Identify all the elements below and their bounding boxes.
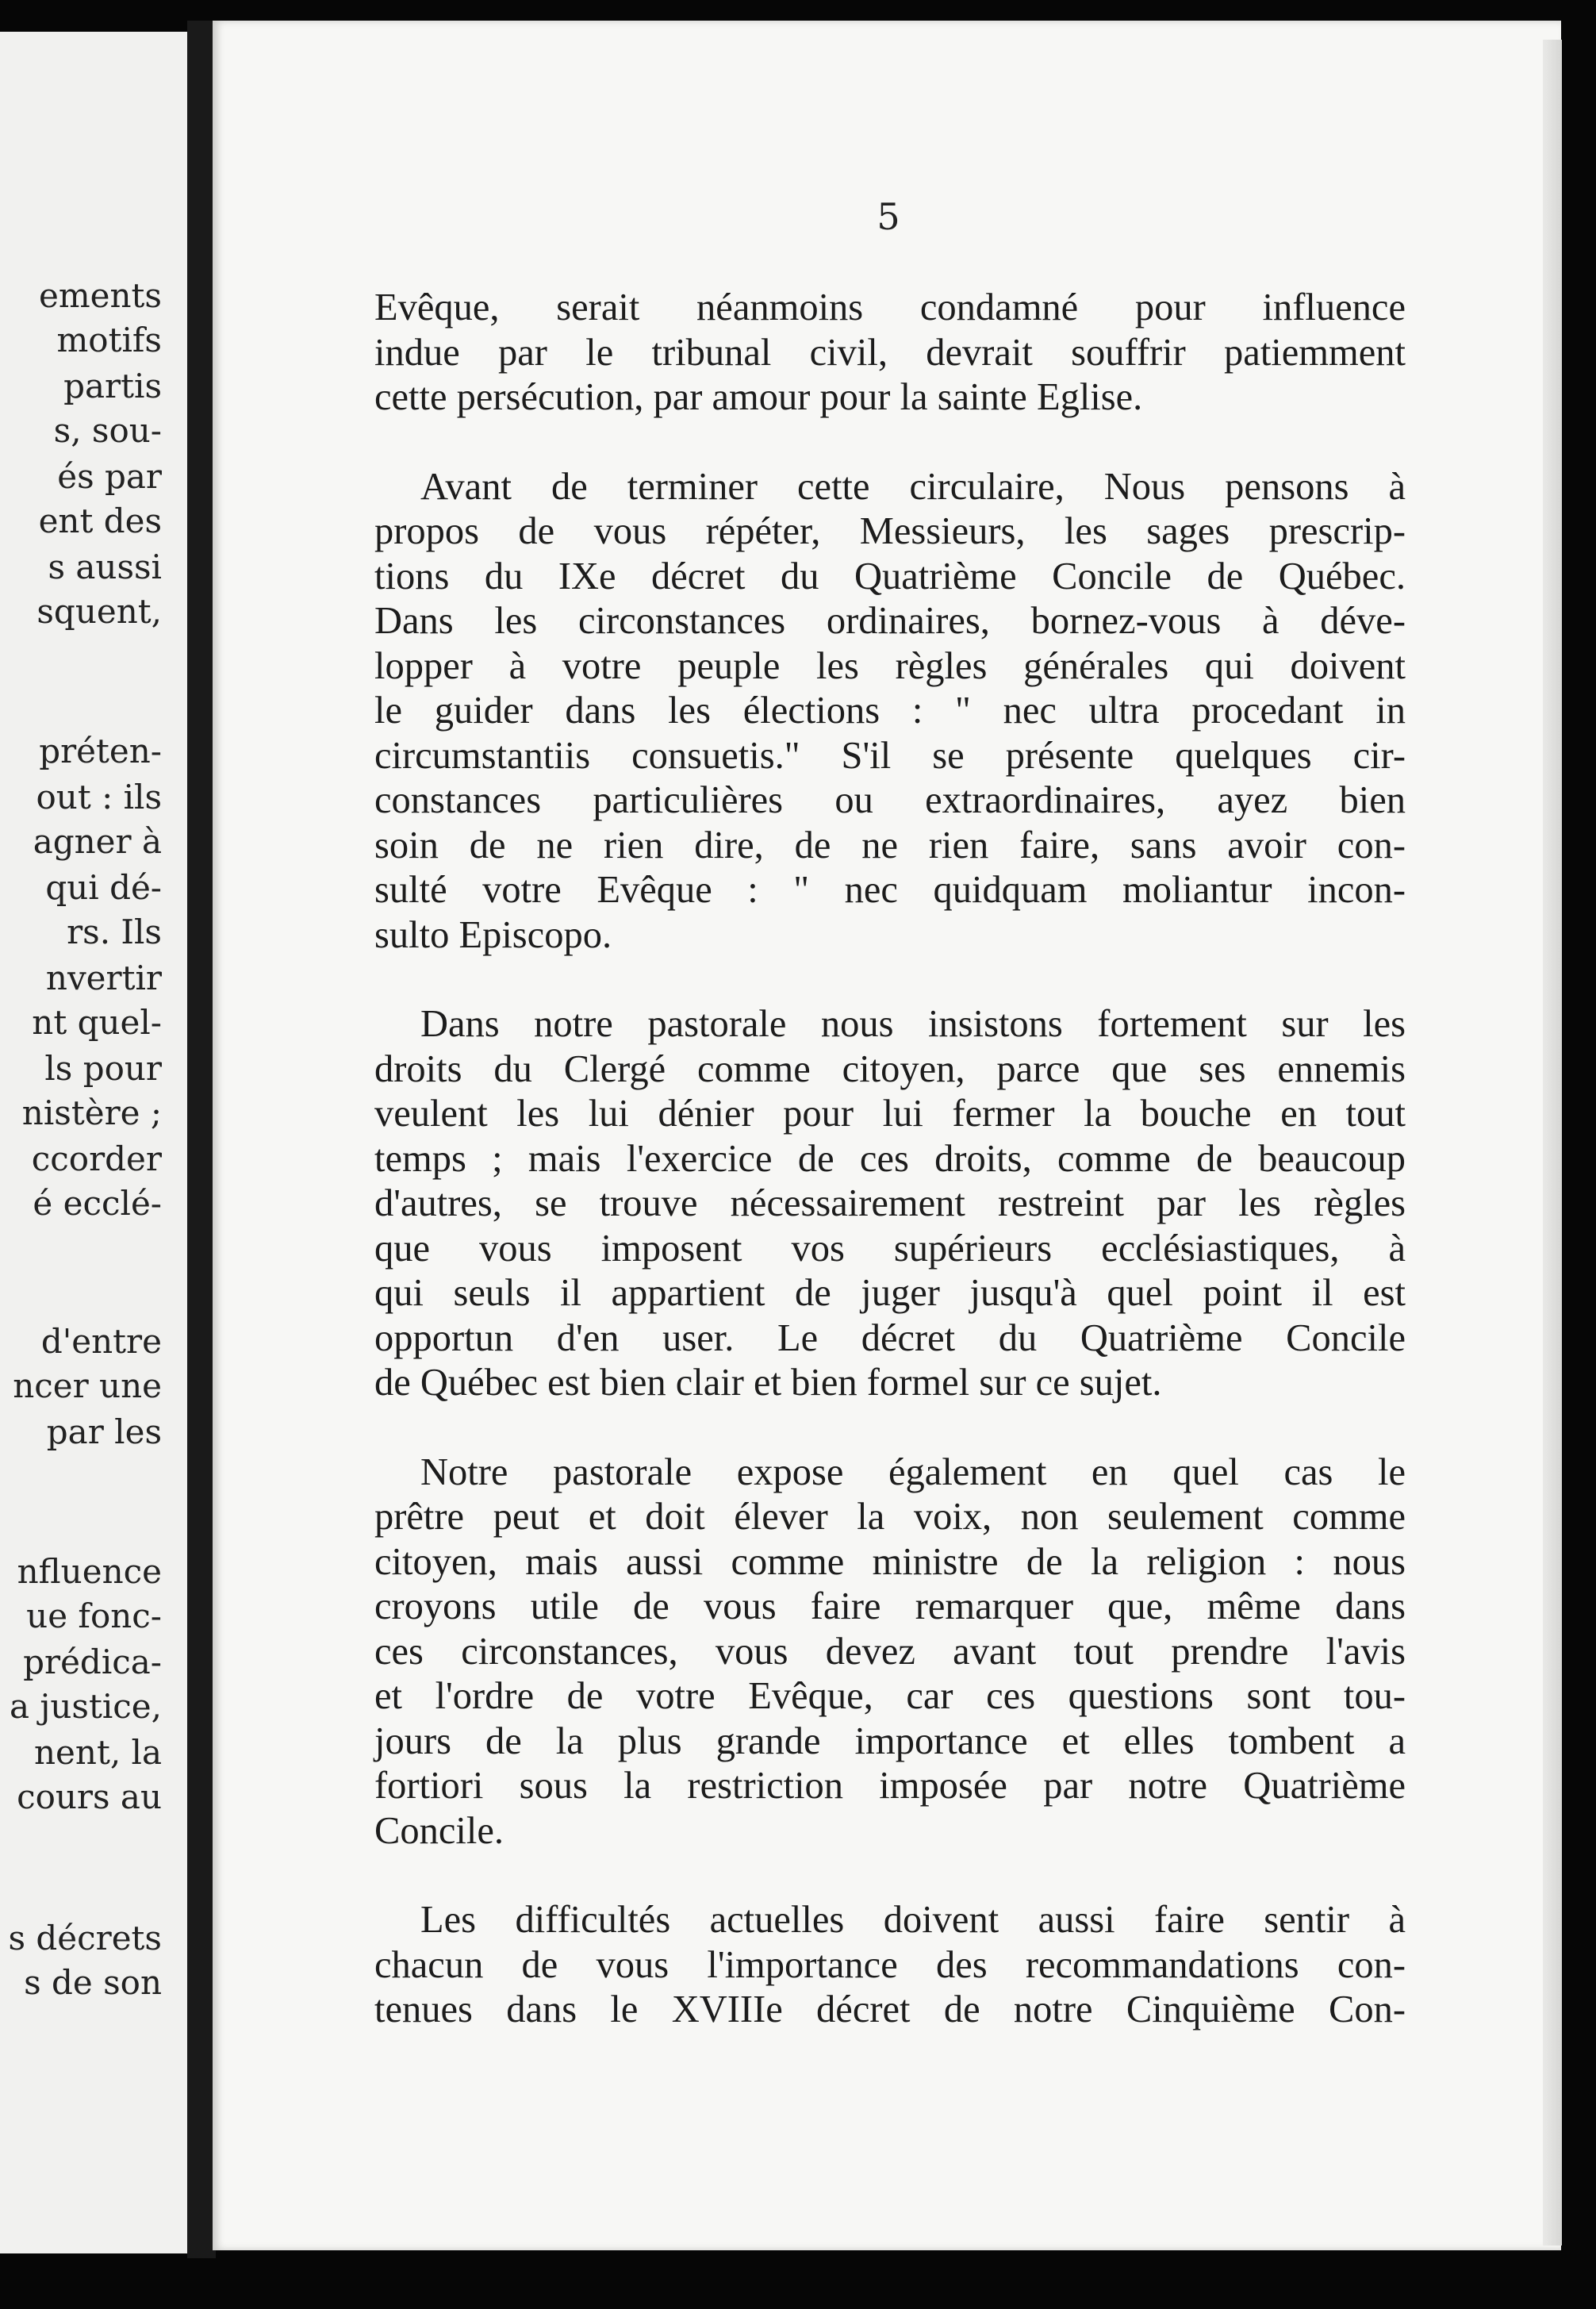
text-line: constances particulières ou extraordinaires, ayez bien — [374, 779, 1406, 821]
left-page-line: nistère ; — [21, 1093, 162, 1132]
text-line: Avant de terminer cette circulaire, Nous pensons à — [420, 465, 1406, 508]
left-page-line: és par — [57, 457, 162, 496]
left-page-line: s, sou- — [53, 411, 162, 450]
paragraph-3 — [374, 1002, 1406, 1406]
text-line: sulto Episcopo. — [374, 913, 612, 956]
left-page-line: qui dé- — [45, 868, 162, 907]
text-line: ces circonstances, vous devez avant tout prendre l'avis — [374, 1630, 1406, 1673]
text-line: droits du Clergé comme citoyen, parce que ses ennemis — [374, 1047, 1406, 1090]
left-page-line: rs. Ils — [67, 912, 162, 951]
text-line: chacun de vous l'importance des recommandations con- — [374, 1943, 1406, 1986]
page-edge — [1543, 40, 1562, 2246]
left-page-line: agner à — [33, 822, 162, 861]
text-line: opportun d'en user. Le décret du Quatrième Concile — [374, 1316, 1406, 1359]
left-page-line: ue fonc- — [26, 1596, 162, 1635]
left-page-line: é ecclé- — [33, 1184, 162, 1223]
left-page-line: s aussi — [48, 547, 162, 586]
text-line: d'autres, se trouve nécessairement restreint par les règles — [374, 1182, 1406, 1224]
left-page-line: d'entre — [40, 1322, 162, 1361]
left-page-line: nt quel- — [32, 1003, 162, 1042]
text-line: propos de vous répéter, Messieurs, les sages prescrip- — [374, 510, 1406, 552]
text-line: Notre pastorale expose également en quel cas le — [420, 1450, 1406, 1493]
left-page-line: ent des — [38, 501, 162, 540]
text-line: croyons utile de vous faire remarquer que, même dans — [374, 1585, 1406, 1627]
text-line: Evêque, serait néanmoins condamné pour influence — [374, 286, 1406, 328]
left-page-line: nent, la — [33, 1733, 162, 1772]
text-line: circumstantiis consuetis." S'il se présente quelques cir- — [374, 734, 1406, 777]
text-line: indue par le tribunal civil, devrait souffrir patiemment — [374, 331, 1406, 374]
left-page-line: motifs — [56, 321, 162, 359]
text-line: Dans notre pastorale nous insistons fortement sur les — [420, 1003, 1406, 1045]
left-page-line: cours au — [17, 1777, 162, 1816]
left-page-line: ls pour — [44, 1049, 162, 1088]
text-line: qui seuls il appartient de juger jusqu'à quel point il est — [374, 1272, 1406, 1314]
text-line: Concile. — [374, 1809, 504, 1852]
left-page-line: ncer une — [13, 1366, 162, 1405]
left-page-line: partis — [63, 367, 162, 405]
page-number: 5 — [877, 195, 900, 238]
text-line: citoyen, mais aussi comme ministre de la religion : nous — [374, 1540, 1406, 1583]
left-page-line: ccorder — [31, 1139, 162, 1178]
text-line: jours de la plus grande importance et elles tombent a — [374, 1719, 1406, 1762]
left-page-line: par les — [46, 1412, 162, 1451]
text-line: Dans les circonstances ordinaires, bornez-vous à déve- — [374, 600, 1406, 642]
left-page-line: ements — [38, 276, 162, 315]
text-line: Les difficultés actuelles doivent aussi faire sentir à — [420, 1899, 1406, 1941]
book-gutter — [187, 21, 216, 2258]
text-line: cette persécution, par amour pour la sainte Eglise. — [374, 376, 1143, 418]
text-line: veulent les lui dénier pour lui fermer la bouche en tout — [374, 1093, 1406, 1135]
text-line: prêtre peut et doit élever la voix, non seulement comme — [374, 1496, 1406, 1538]
text-line: fortiori sous la restriction imposée par notre Quatrième — [374, 1765, 1406, 1807]
left-page-line: squent, — [36, 592, 162, 631]
text-line: de Québec est bien clair et bien formel sur ce sujet. — [374, 1362, 1162, 1404]
paragraph-1 — [374, 286, 1406, 421]
left-page-line: a justice, — [9, 1687, 162, 1726]
text-line: tions du IXe décret du Quatrième Concile de Québec. — [374, 555, 1406, 597]
text-line: lopper à votre peuple les règles générales qui doivent — [374, 644, 1406, 687]
text-line: sulté votre Evêque : " nec quidquam moliantur incon- — [374, 869, 1406, 911]
text-line: et l'ordre de votre Evêque, car ces questions sont tou- — [374, 1675, 1406, 1717]
left-page-line: out : ils — [36, 778, 162, 816]
text-line: tenues dans le XVIIIe décret de notre Cinquième Con- — [374, 1988, 1406, 2030]
left-page-fragment — [0, 32, 190, 2253]
paragraph-2 — [374, 465, 1406, 959]
left-page-line: nfluence — [17, 1552, 162, 1591]
left-page-line: prédica- — [23, 1642, 162, 1681]
left-page-line: s décrets — [8, 1919, 162, 1957]
left-page-line: nvertir — [45, 959, 162, 997]
text-line: soin de ne rien dire, de ne rien faire, sans avoir con- — [374, 824, 1406, 866]
paragraph-4 — [374, 1450, 1406, 1854]
text-line: le guider dans les élections : " nec ultra procedant in — [374, 690, 1406, 732]
text-line: temps ; mais l'exercice de ces droits, comme de beaucoup — [374, 1137, 1406, 1180]
paragraph-5 — [374, 1898, 1406, 2033]
text-line: que vous imposent vos supérieurs ecclésiastiques, à — [374, 1227, 1406, 1270]
left-page-line: préten- — [39, 732, 162, 770]
body-text — [374, 286, 1406, 2077]
left-page-line: s de son — [24, 1963, 162, 2002]
